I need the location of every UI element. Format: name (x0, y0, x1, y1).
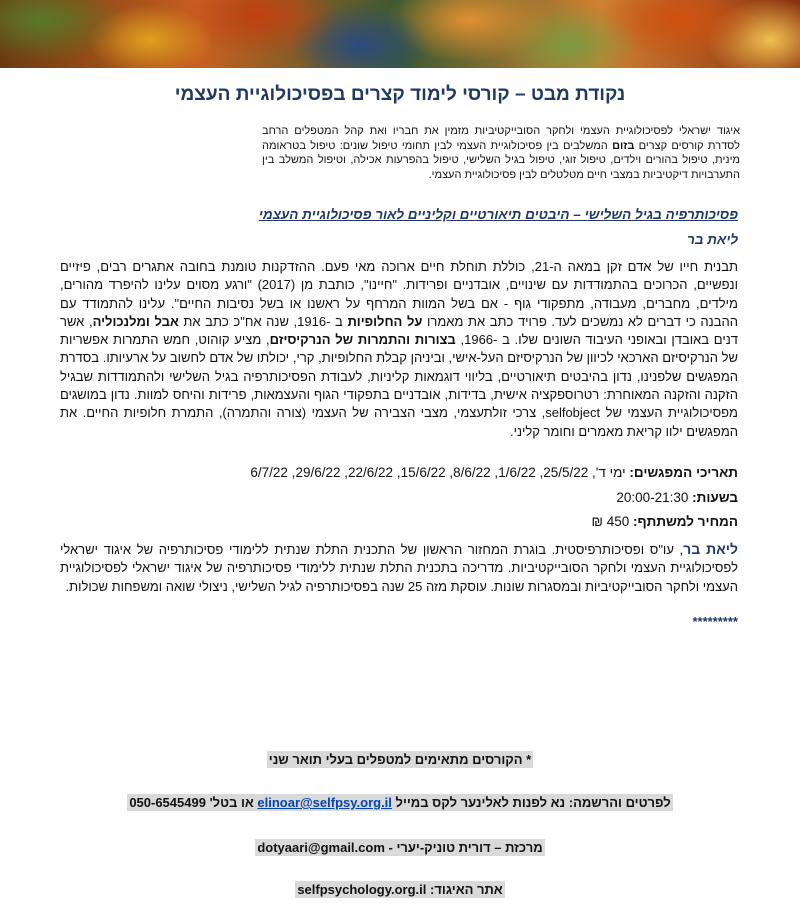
course-description (60, 258, 738, 441)
header-banner-painting (0, 0, 800, 68)
intro-text-start: איגוד ישראלי לפסיכולוגיית העצמי ולחקר הסובייקטיביות מזמין את חבריו ואת קהל המטפלים הרחב לסדרת קורסים קצרים (262, 125, 740, 152)
lecturer-bio (60, 540, 738, 596)
bio-text: , עו"ס ופסיכותרפיסטית. בוגרת המחזור הראשון של התכנית התלת שנתית ללימודי פסיכותרפיה של איגוד ישראלי לפסיכולוגיית העצמי ולחקר הסובייקטיביות. מדריכה בתכנית התלת שנתית ללימודי פסיכותרפיה של איגוד ישראלי לפסיכולוגיית העצמי ולחקר הסובייקטיביות ובמסגרות שונות. עוסקת מזה 25 שנה בפסיכותרפיה לגיל השלישי, ניצולי שואה ומשפחות שכולות. (60, 542, 738, 594)
contact-email-link[interactable]: elinoar@selfpsy.org.il (257, 795, 392, 810)
page-title: נקודת מבט – קורסי לימוד קצרים בפסיכולוגיית העצמי (174, 84, 626, 105)
hours-value: 20:00-21:30 (616, 490, 689, 505)
dates-value: ימי ד', 25/5/22, 1/6/22, 8/6/22, 15/6/22, 22/6/22, 29/6/22, 6/7/22 (250, 465, 626, 480)
coordinator-text: מרכזת – דורית טוניק-יערי - dotyaari@gmail.com (257, 840, 543, 855)
contact-highlight (127, 794, 672, 811)
bio-name: ליאת בר (683, 541, 738, 557)
price-value: 450 ₪ (591, 514, 630, 529)
coordinator-line (0, 840, 800, 855)
description-bold-3: בצורות והתמרות של הנרקיסיזם (269, 332, 456, 348)
contact-line (0, 795, 800, 810)
description-part-3: , אשר דנים באובדן ובאופני העיבוד השונים שלו. ב -1966, (60, 313, 738, 348)
description-part-1: תבנית חייו של אדם זקן במאה ה-21, כוללת תוחלת חיים ארוכה מאי פעם. ההזדקנות טומנת בחובה אתגרים רבים, פיזיים ונפשיים, הכרוכים בהתמודדות עם שינויים, אובדניים ופרידות. "חיינו", כותבת מן (2017) "ורגע מסוים עלינו להיפרד מהורים, מילדים, מחברים, מעבודה, מתפקודי גוף - אם בשל המוות המרחף על ראשנו או בשל נסיבות החיים". עלינו להתמודד עם ההבנה כי דברים לא נמשכים לעד. פרויד כתב את מאמרו (60, 259, 739, 329)
price-label: המחיר למשתתף: (633, 514, 738, 529)
intro-paragraph (262, 124, 740, 182)
course-title: פסיכותרפיה בגיל השלישי – היבטים תיאורטיים וקליניים לאור פסיכולוגיית העצמי (258, 207, 738, 222)
intro-text-end: המשלבים בין פסיכולוגיית העצמי לבין תחומי טיפול שונים: טיפול בטראומה מינית, טיפול בהורים וילדים, טיפול זוגי, טיפול בגיל השלישי, טיפול בהפרעות אכילה, וטיפול המשלב בין התערבויות דיקטיביות במצבי חיים מטלטלים לבין פסיכולוגיית העצמי. (262, 139, 740, 181)
contact-phone: או בטל' 050-6545499 (129, 795, 258, 810)
price (60, 514, 738, 529)
description-bold-2: אבל ומלנכוליה (92, 313, 179, 329)
dates-label: תאריכי המפגשים: (629, 465, 738, 480)
hours-label: בשעות: (692, 490, 738, 505)
suitability-note-text: * הקורסים מתאימים למטפלים בעלי תואר שני (268, 752, 532, 767)
description-part-4: , מציע קוהוט, חמש התמרות אפשריות של הנרקיסיזם הארכאי לכיוון של הנרקיסיזם העל-אישי, וביניהן קבלת החלופיות, קרי, יכולתו של אדם לחשוב על ארעיותו. בסדרת המפגשים שלפנינו, נדון בהיבטים תיאורטיים, בליווי דוגמאות קליניות, לעבודת הפסיכותרפיה בגיל השלישי ולהתמודדות שבגיל הזקנה והזקנה המאוחרת: רטרוספקציה אישית, בדידות, אובדניים בתפקודי הגוף והעצמאות, פרידות והיחס למוות. נדון במושגים מפסיכולוגיית העצמי של selfobject, צרכי זולתעצמי, מצבי הצבירה של העצמי (צורה והתמרה), התמרת חלופיות החיים. את המפגשים ילוו קריאת מאמרים וחומר קליני. (60, 332, 738, 439)
suitability-note (0, 752, 800, 767)
meeting-dates (60, 465, 738, 480)
lecturer-name: ליאת בר (687, 232, 738, 247)
description-bold-1: על החלופיות (347, 313, 423, 329)
contact-text: לפרטים והרשמה: נא לפנות לאלינער לקס במייל (391, 795, 671, 810)
website-text: אתר האיגוד: selfpsychology.org.il (297, 882, 503, 897)
description-part-2: ב -1916, שנה אח"כ כתב את (178, 313, 348, 329)
intro-zoom-bold: בזום (612, 139, 635, 152)
separator-stars: ********* (692, 614, 738, 629)
website-line (0, 882, 800, 897)
meeting-hours (60, 490, 738, 505)
